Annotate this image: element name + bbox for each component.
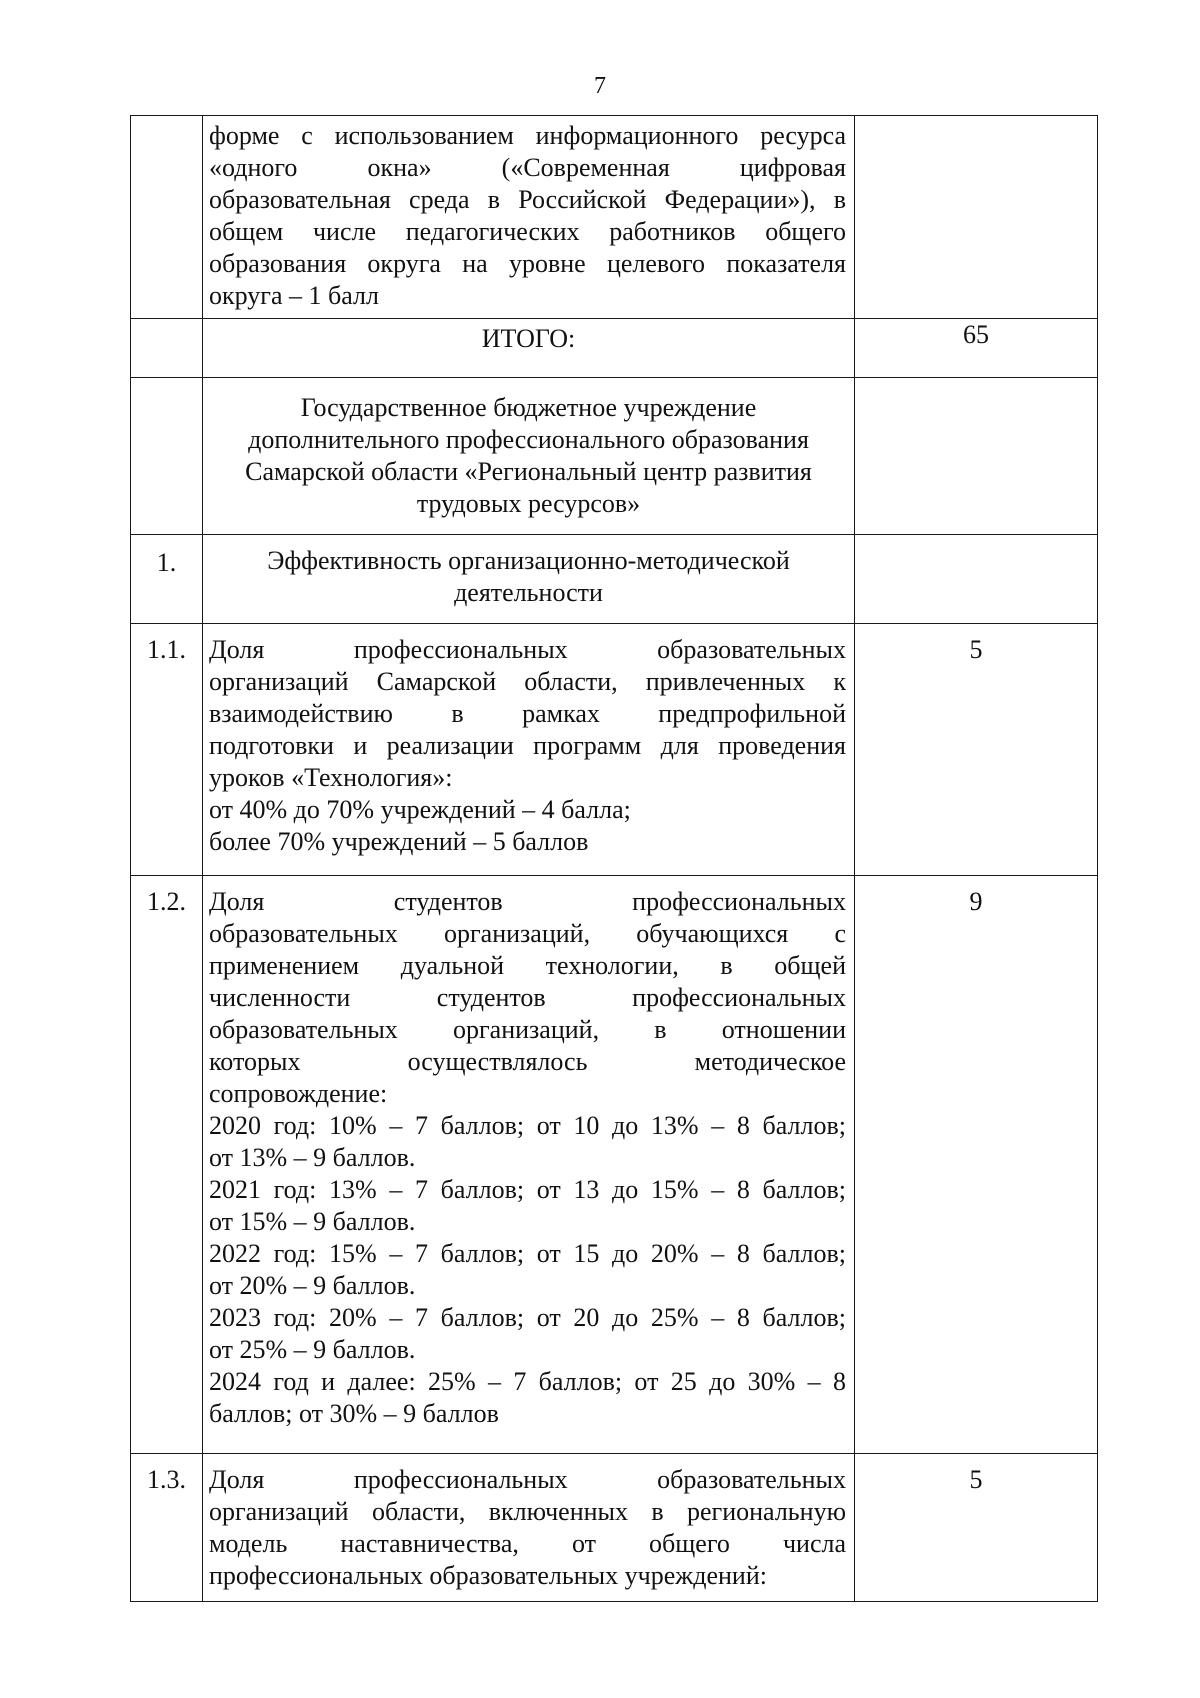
criterion-line: модель наставничества, от общего числа [209, 1529, 846, 1558]
section-heading-line: деятельности [454, 578, 603, 607]
criterion-line: от 25% – 9 баллов. [209, 1335, 416, 1364]
total-label: ИТОГО: [203, 319, 855, 378]
institution-line: дополнительного профессионального образования [248, 425, 809, 454]
criterion-line: Доля профессиональных образовательных [209, 635, 846, 664]
criterion-line: уроков «Технология»: [209, 763, 453, 792]
table-row-item-1-2 [131, 876, 1098, 1454]
row-number-cell [131, 378, 203, 535]
page-number: 7 [594, 73, 606, 99]
table-row-intro [131, 116, 1098, 319]
score-cell [855, 535, 1098, 624]
criterion-line: образовательная среда в Российской Федерации»), в [209, 185, 846, 214]
criterion-line: профессиональных образовательных учреждений: [209, 1561, 767, 1590]
criterion-line: организаций области, включенных в региональную [209, 1497, 846, 1526]
section-heading [203, 535, 855, 624]
criterion-line: взаимодействию в рамках предпрофильной [209, 699, 846, 728]
criterion-line: образовательных организаций, в отношении [209, 1015, 846, 1044]
criterion-line: баллов; от 30% – 9 баллов [209, 1399, 499, 1428]
row-number-cell [131, 319, 203, 378]
row-number-cell [131, 116, 203, 319]
section-heading-line: Эффективность организационно-методической [267, 546, 790, 575]
criterion-line: «одного окна» («Современная цифровая [209, 153, 846, 182]
institution-line: Государственное бюджетное учреждение [300, 393, 757, 422]
criterion-line: Доля студентов профессиональных [209, 887, 846, 916]
criterion-text-cell [203, 1454, 855, 1602]
criterion-text-cell [203, 876, 855, 1454]
score-value: 5 [855, 624, 1098, 876]
table-row-item-1-3 [131, 1454, 1098, 1602]
criterion-line: от 15% – 9 баллов. [209, 1207, 416, 1236]
criterion-line: 2022 год: 15% – 7 баллов; от 15 до 20% – 8 баллов; [209, 1239, 846, 1268]
criterion-line: 2020 год: 10% – 7 баллов; от 10 до 13% – 8 баллов; [209, 1111, 846, 1140]
score-cell [855, 116, 1098, 319]
criterion-line: организаций Самарской области, привлеченных к [209, 667, 846, 696]
criterion-line: сопровождение: [209, 1079, 388, 1108]
table-row-section-1 [131, 535, 1098, 624]
criterion-line: от 40% до 70% учреждений – 4 балла; [209, 795, 631, 824]
row-number: 1.1. [131, 624, 203, 876]
criterion-line: образования округа на уровне целевого показателя [209, 249, 846, 278]
criterion-line: которых осуществлялось методическое [209, 1047, 846, 1076]
criterion-line: общем числе педагогических работников общего [209, 217, 846, 246]
criterion-line: от 20% – 9 баллов. [209, 1271, 416, 1300]
criterion-line: 2024 год и далее: 25% – 7 баллов; от 25 до 30% – 8 [209, 1367, 846, 1396]
criterion-line: 2021 год: 13% – 7 баллов; от 13 до 15% – 8 баллов; [209, 1175, 846, 1204]
criterion-text-cell [203, 624, 855, 876]
criterion-line: Доля профессиональных образовательных [209, 1465, 846, 1494]
criterion-line: более 70% учреждений – 5 баллов [209, 827, 589, 856]
table-row-item-1-1 [131, 624, 1098, 876]
criterion-line: образовательных организаций, обучающихся с [209, 919, 846, 948]
criterion-text-cell [203, 116, 855, 319]
criterion-line: от 13% – 9 баллов. [209, 1143, 416, 1172]
criteria-table [130, 115, 1098, 1602]
criterion-line: форме с использованием информационного ресурса [209, 121, 846, 150]
row-number: 1.2. [131, 876, 203, 1454]
criterion-line: округа – 1 балл [209, 281, 379, 310]
criterion-line: подготовки и реализации программ для проведения [209, 731, 846, 760]
criterion-line: применением дуальной технологии, в общей [209, 951, 846, 980]
row-number: 1. [131, 535, 203, 624]
row-number: 1.3. [131, 1454, 203, 1602]
table-row-institution [131, 378, 1098, 535]
criterion-line: 2023 год: 20% – 7 баллов; от 20 до 25% – 8 баллов; [209, 1303, 846, 1332]
criterion-line: численности студентов профессиональных [209, 983, 846, 1012]
institution-line: трудовых ресурсов» [416, 489, 641, 518]
institution-heading [203, 378, 855, 535]
table-row-total [131, 319, 1098, 378]
score-value: 5 [855, 1454, 1098, 1602]
score-value: 9 [855, 876, 1098, 1454]
institution-line: Самарской области «Региональный центр развития [245, 457, 812, 486]
total-value: 65 [855, 319, 1098, 378]
score-cell [855, 378, 1098, 535]
